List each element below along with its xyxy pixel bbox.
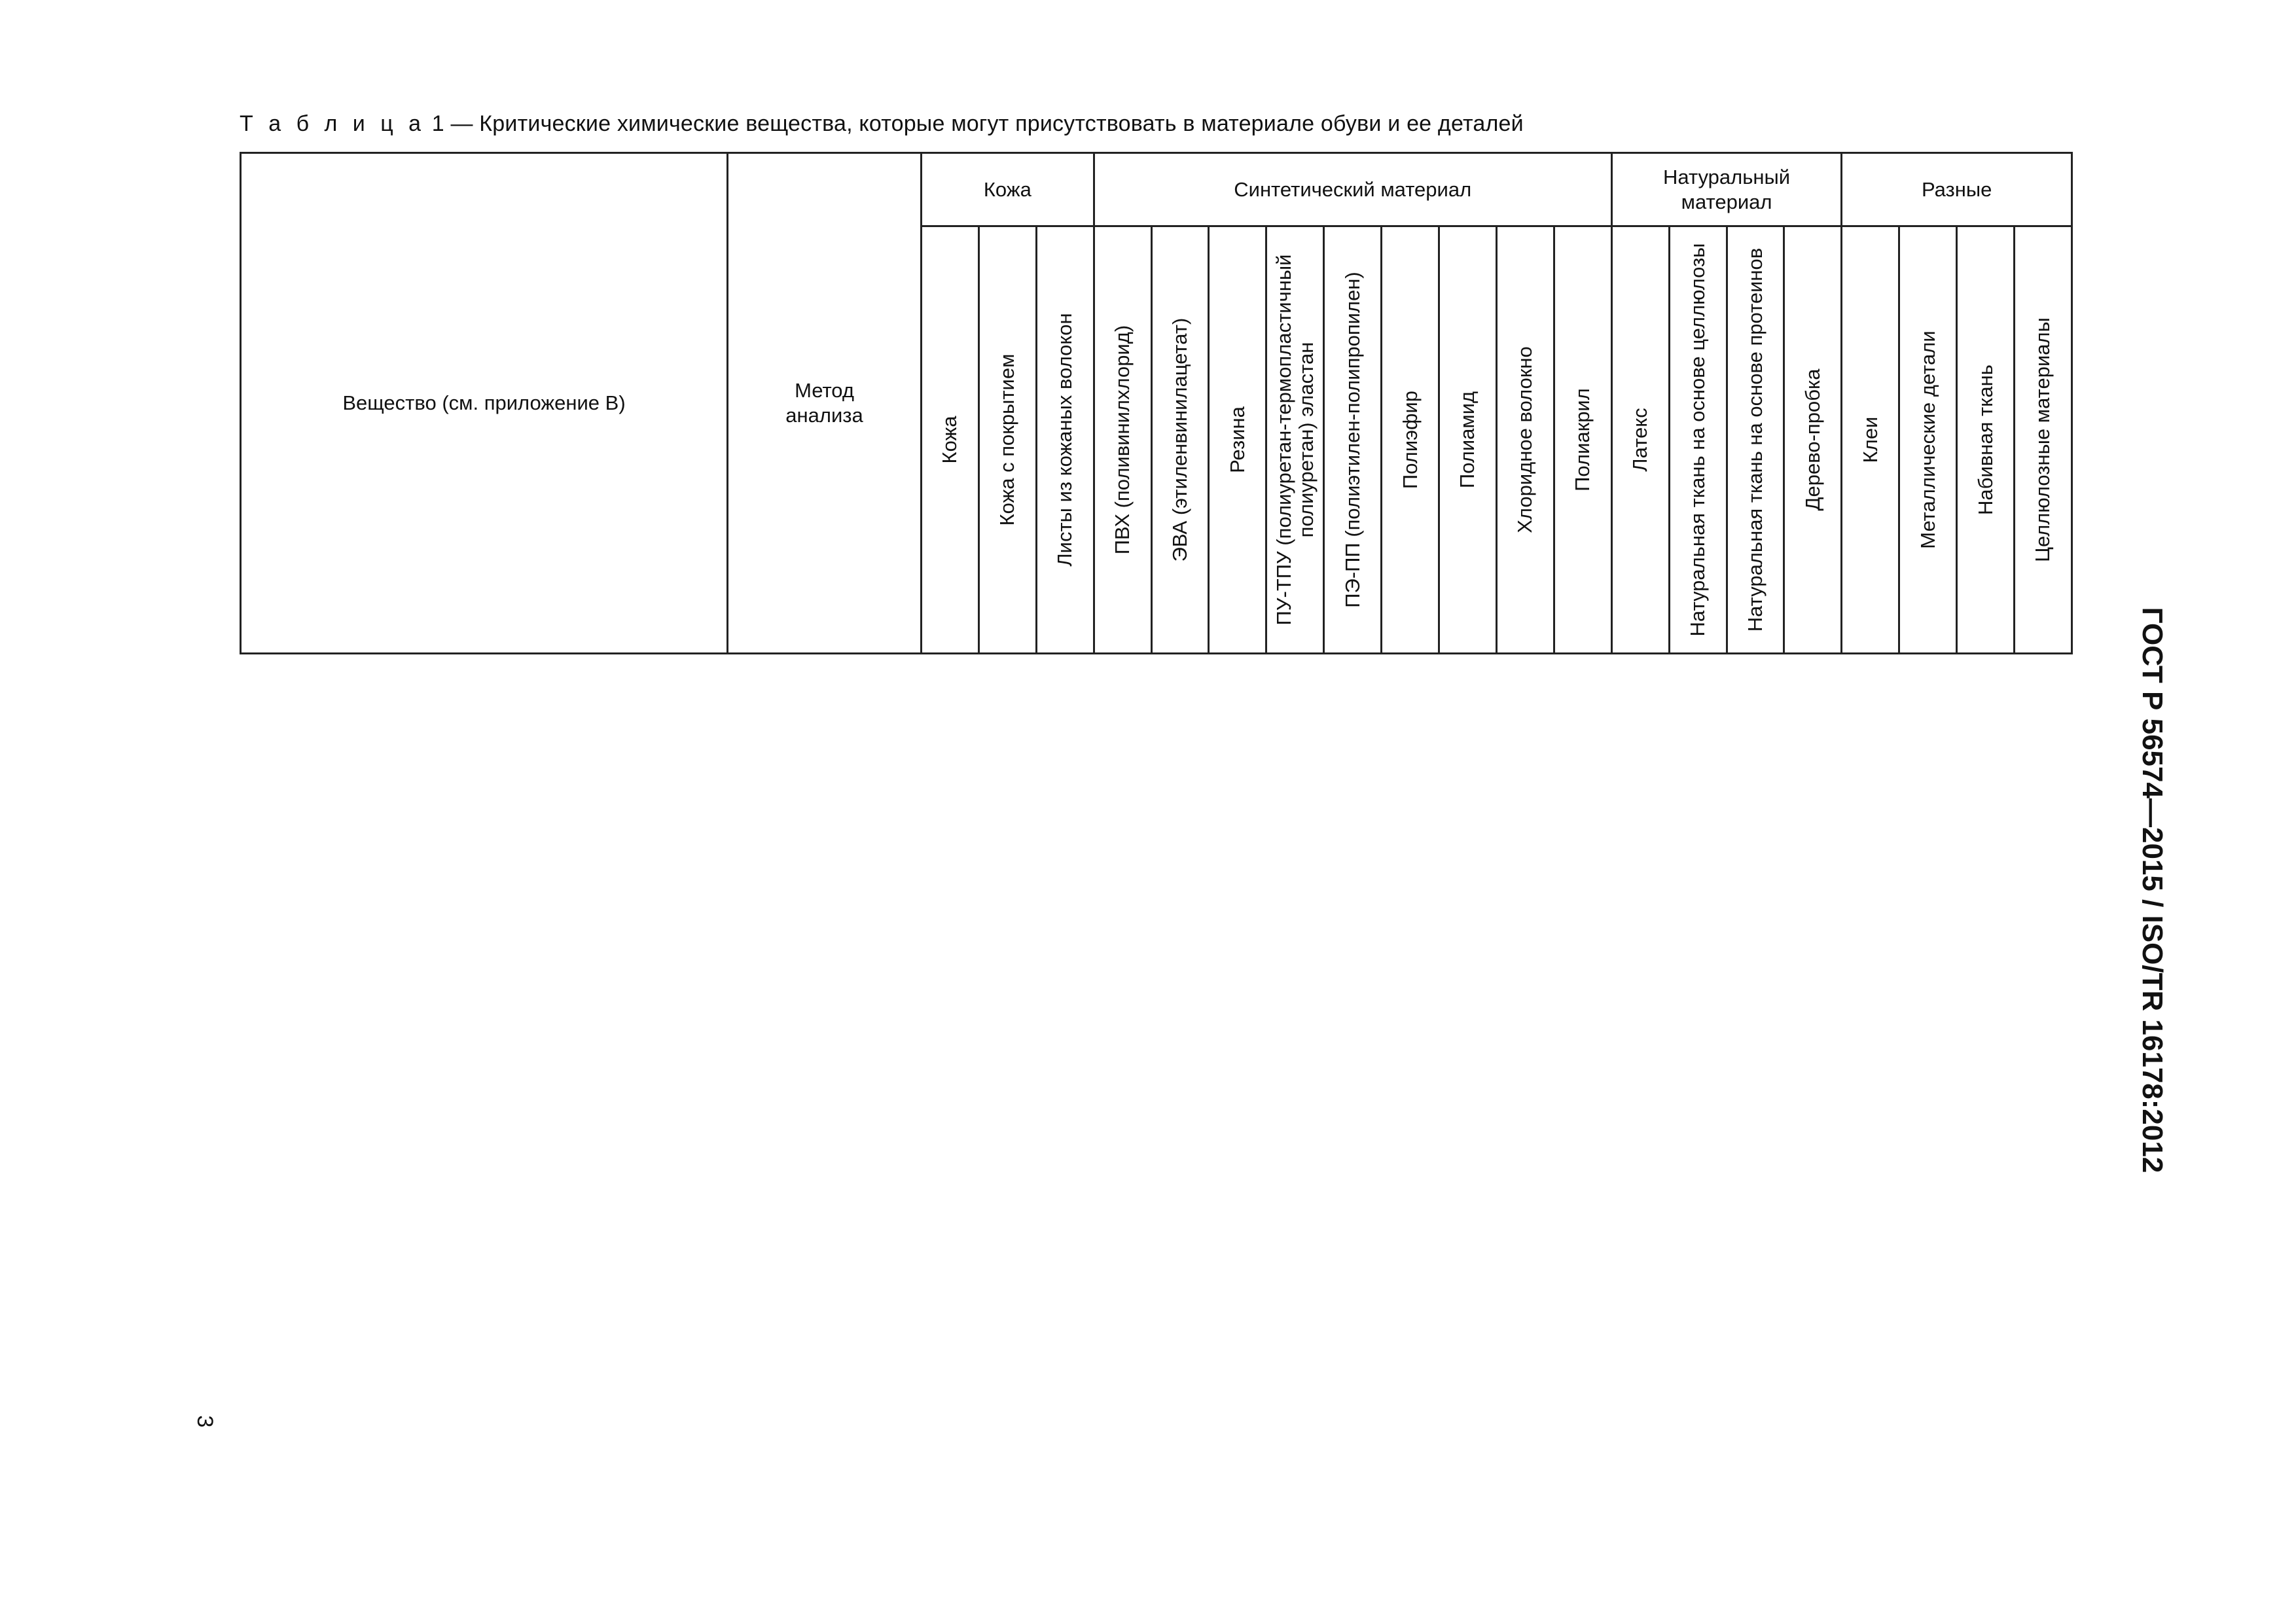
col-header-text: Латекс xyxy=(1628,408,1652,472)
col-header xyxy=(1496,226,1554,654)
group-header-misc: Разные xyxy=(1842,153,2072,226)
col-header-text: Полиэфир xyxy=(1398,390,1422,490)
col-header-text: ПУ-ТПУ (полиуретан-термопластичный полиуретан) эластан xyxy=(1272,254,1318,626)
group-header-leather: Кожа xyxy=(922,153,1094,226)
substance-header: Вещество (см. приложение В) xyxy=(241,153,728,654)
col-header xyxy=(1266,226,1324,654)
col-header xyxy=(2015,226,2072,654)
table-caption xyxy=(240,111,1524,137)
col-header-text: Клеи xyxy=(1858,416,1882,463)
page-number: 3 xyxy=(192,1415,217,1428)
col-header-text: Резина xyxy=(1225,406,1249,473)
col-header xyxy=(1382,226,1439,654)
col-header-text: Набивная ткань xyxy=(1973,365,1997,515)
col-header xyxy=(1727,226,1784,654)
col-header-text: ЭВА (этиленвинилацетат) xyxy=(1168,317,1192,562)
col-header xyxy=(978,226,1036,654)
standard-designation: ГОСТ Р 56574—2015 / ISO/TR 16178:2012 xyxy=(2136,607,2168,1173)
col-header-text: Натуральная ткань на основе целлюлозы xyxy=(1686,243,1710,637)
col-header xyxy=(1554,226,1611,654)
col-header-text: Полиакрил xyxy=(1571,388,1594,491)
col-header xyxy=(1324,226,1382,654)
col-header-text: ПЭ-ПП (полиэтилен-полипропилен) xyxy=(1340,272,1364,608)
header-group-row xyxy=(241,153,2072,226)
col-header-text: ПВХ (поливинилхлорид) xyxy=(1111,325,1134,555)
col-header xyxy=(1669,226,1727,654)
col-header xyxy=(1209,226,1266,654)
col-header xyxy=(1957,226,2015,654)
col-header-text: Листы из кожаных волокон xyxy=(1053,313,1077,567)
group-header-synthetic: Синтетический материал xyxy=(1094,153,1611,226)
caption-text: 1 — Критические химические вещества, которые могут присутствовать в материале обуви и ее деталей xyxy=(431,111,1524,136)
col-header xyxy=(1036,226,1094,654)
col-header-text: Металлические детали xyxy=(1916,330,1939,549)
col-header xyxy=(922,226,979,654)
col-header xyxy=(1899,226,1957,654)
caption-label: Т а б л и ц а xyxy=(240,111,426,136)
method-header: Метод анализа xyxy=(728,153,922,654)
col-header-text: Дерево-пробка xyxy=(1801,368,1824,511)
col-header xyxy=(1094,226,1151,654)
col-header-text: Натуральная ткань на основе протеинов xyxy=(1743,247,1767,632)
col-header xyxy=(1611,226,1669,654)
col-header-text: Целлюлозные материалы xyxy=(2031,317,2054,562)
col-header xyxy=(1784,226,1842,654)
col-header xyxy=(1151,226,1209,654)
col-header-text: Полиамид xyxy=(1456,391,1479,489)
col-header-text: Кожа с покрытием xyxy=(996,353,1019,526)
col-header-text: Кожа xyxy=(938,416,961,464)
chemicals-table xyxy=(240,152,2073,654)
group-header-natural: Натуральный материал xyxy=(1611,153,1842,226)
col-header xyxy=(1439,226,1497,654)
col-header xyxy=(1842,226,1899,654)
col-header-text: Хлоридное волокно xyxy=(1513,346,1537,533)
